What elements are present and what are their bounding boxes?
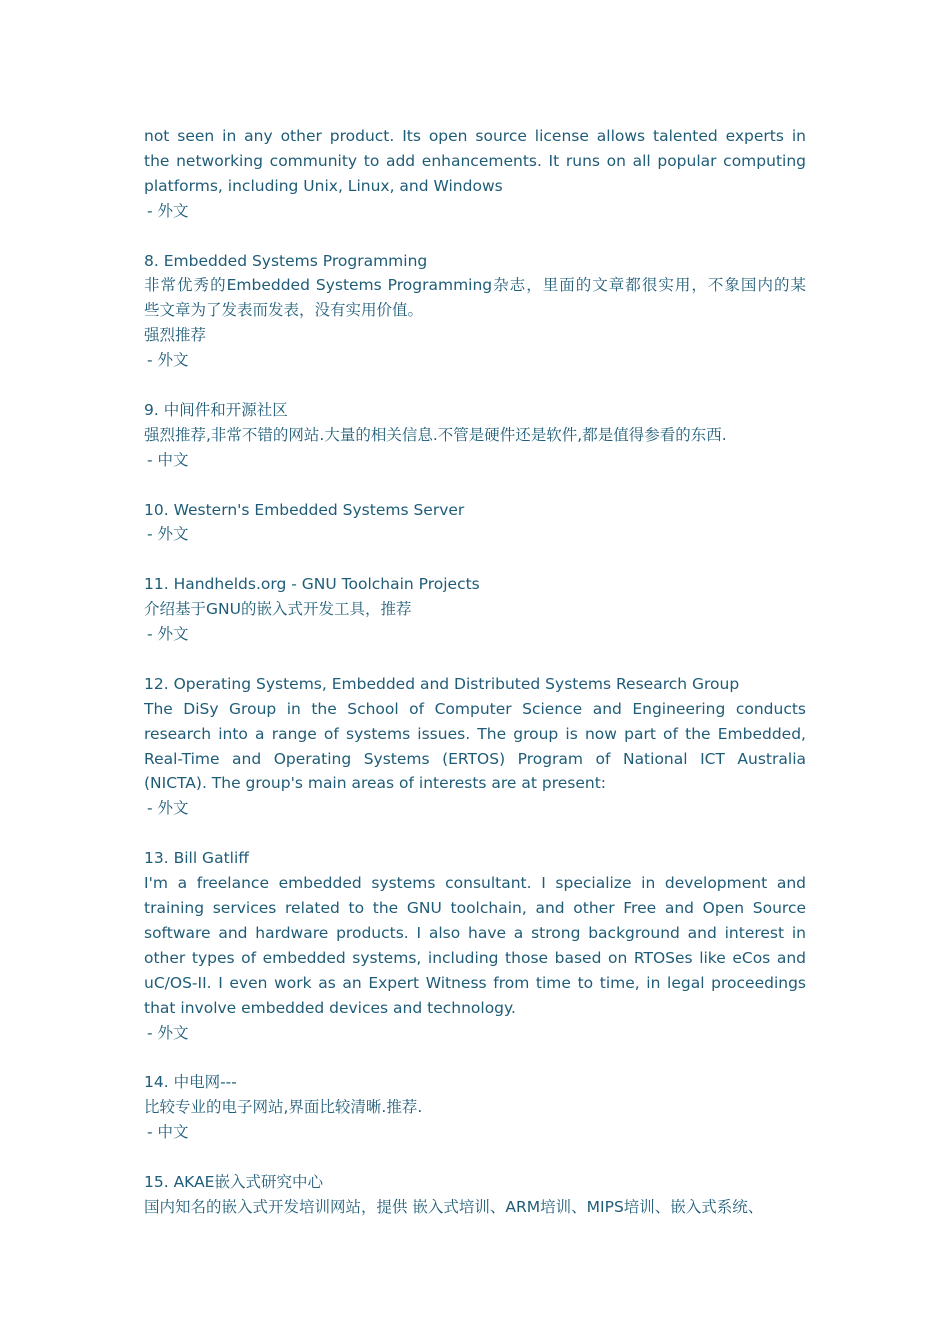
entry-description: 比较专业的电子网站,界面比较清晰.推荐. (144, 1098, 423, 1117)
intro-line: platforms, including Unix, Linux, and Windows (144, 176, 503, 195)
entry-12 (144, 672, 806, 821)
language-tag: - 外文 (147, 525, 189, 544)
entry-description: 介绍基于GNU的嵌入式开发工具，推荐 (144, 600, 412, 619)
entry-description: 强烈推荐,非常不错的网站.大量的相关信息.不管是硬件还是软件,都是值得参看的东西. (144, 425, 727, 444)
language-tag: - 外文 (147, 201, 189, 220)
entry-title-link[interactable]: 12. Operating Systems, Embedded and Distributed Systems Research Group (144, 674, 740, 693)
entry-15 (144, 1170, 806, 1220)
language-tag: - 中文 (147, 450, 189, 469)
spacer (144, 1045, 806, 1070)
entry-description: I'm a freelance embedded systems consultant. I specialize in development and (144, 874, 806, 893)
entry-title-link[interactable]: 8. Embedded Systems Programming (144, 251, 428, 270)
language-tag: - 外文 (147, 799, 189, 818)
entry-description: The DiSy Group in the School of Computer Science and Engineering conducts (144, 699, 806, 718)
entry-description: that involve embedded devices and technology. (144, 998, 516, 1017)
entry-description: training services related to the GNU toolchain, and other Free and Open Source (144, 899, 806, 917)
language-tag: - 外文 (147, 351, 189, 370)
spacer (144, 373, 806, 398)
entry-description: 些文章为了发表而发表，没有实用价值。 (144, 301, 424, 320)
intro-block (144, 124, 806, 224)
spacer (144, 547, 806, 572)
language-tag: - 中文 (147, 1123, 189, 1142)
spacer (144, 473, 806, 498)
intro-line: the networking community to add enhancements. It runs on all popular computing (144, 151, 806, 170)
entry-title-link[interactable]: 13. Bill Gatliff (144, 849, 249, 868)
entry-title-link[interactable]: 10. Western's Embedded Systems Server (144, 500, 465, 519)
entry-description: software and hardware products. I also have a strong background and interest in (144, 923, 806, 942)
spacer (144, 821, 806, 846)
entry-title-link[interactable]: 11. Handhelds.org - GNU Toolchain Projects (144, 575, 480, 594)
entry-title-link[interactable]: 9. 中间件和开源社区 (144, 400, 288, 419)
entry-title-link[interactable]: 14. 中电网--- (144, 1073, 237, 1092)
language-tag: - 外文 (147, 625, 189, 644)
entry-description: uC/OS-II. I even work as an Expert Witness from time to time, in legal proceedings (144, 973, 806, 992)
language-tag: - 外文 (147, 1023, 189, 1042)
entry-13 (144, 846, 806, 1045)
spacer (144, 1145, 806, 1170)
spacer (144, 647, 806, 672)
entry-description: 国内知名的嵌入式开发培训网站，提供 嵌入式培训、ARM培训、MIPS培训、嵌入式系统、 (144, 1197, 764, 1216)
entry-description: Real-Time and Operating Systems (ERTOS) Program of National ICT Australia (144, 749, 806, 768)
entry-8 (144, 249, 806, 374)
entry-14 (144, 1070, 806, 1145)
entry-description: research into a range of systems issues. The group is now part of the Embedded, (144, 724, 806, 743)
entry-description: 强烈推荐 (144, 326, 207, 345)
entry-9 (144, 398, 806, 473)
entry-title-link[interactable]: 15. AKAE嵌入式研究中心 (144, 1172, 323, 1191)
entry-11 (144, 572, 806, 647)
entry-description: (NICTA). The group's main areas of interests are at present: (144, 774, 607, 793)
entry-description: other types of embedded systems, including those based on RTOSes like eCos and (144, 948, 806, 967)
entry-description: 非常优秀的Embedded Systems Programming杂志，里面的文章都很实用，不象国内的某 (144, 276, 806, 295)
spacer (144, 224, 806, 249)
intro-line: not seen in any other product. Its open source license allows talented experts in (144, 127, 806, 145)
document-page (144, 124, 806, 1220)
entry-10 (144, 498, 806, 548)
